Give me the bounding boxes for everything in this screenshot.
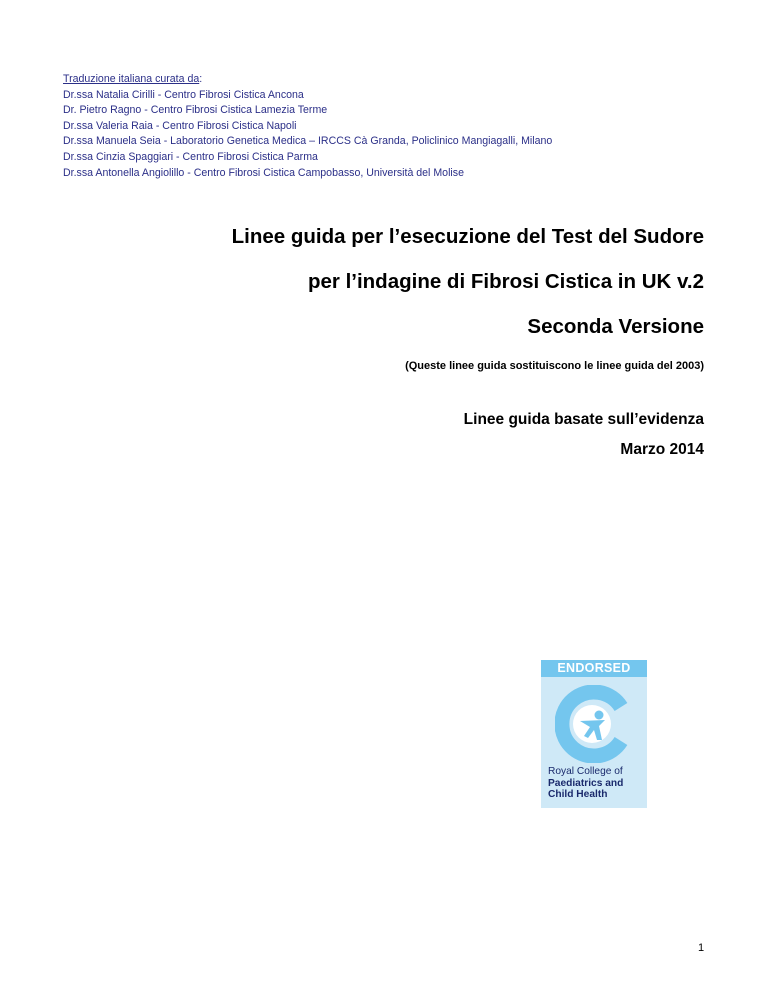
rcpch-name [548,766,644,801]
credits-heading-colon: : [199,73,203,85]
credit-line: Dr.ssa Antonella Angiolillo - Centro Fibrosi Cistica Campobasso, Università del Molise [63,166,464,179]
credit-line: Dr.ssa Natalia Cirilli - Centro Fibrosi Cistica Ancona [63,88,304,101]
document-title-line-1: Linee guida per l’esecuzione del Test del Sudore [231,225,704,248]
document-subtitle: Linee guida basate sull’evidenza [463,411,704,428]
credits-heading: Traduzione italiana curata da [63,73,200,85]
endorsed-label: ENDORSED [541,660,647,677]
credit-line: Dr. Pietro Ragno - Centro Fibrosi Cistica Lamezia Terme [63,104,328,117]
rcpch-name-line-2: Paediatrics and [548,777,624,789]
replacement-note: (Queste linee guida sostituiscono le linee guida del 2003) [405,360,704,372]
credit-line: Dr.ssa Cinzia Spaggiari - Centro Fibrosi Cistica Parma [63,150,318,163]
document-date: Marzo 2014 [620,441,704,458]
document-title-line-2: per l’indagine di Fibrosi Cistica in UK v.2 [307,270,704,293]
rcpch-endorsed-badge [541,660,647,808]
credit-line: Dr.ssa Valeria Raia - Centro Fibrosi Cistica Napoli [63,119,297,132]
document-version: Seconda Versione [527,315,704,338]
page-number: 1 [698,942,705,954]
rcpch-logo-icon [555,685,633,763]
rcpch-name-line-3: Child Health [548,789,608,800]
translation-credits [63,72,703,181]
credits-heading-line [63,72,703,88]
credit-line: Dr.ssa Manuela Seia - Laboratorio Genetica Medica – IRCCS Cà Granda, Policlinico Mangiagalli, Milano [63,135,553,148]
rcpch-name-line-1: Royal College of [548,766,623,777]
